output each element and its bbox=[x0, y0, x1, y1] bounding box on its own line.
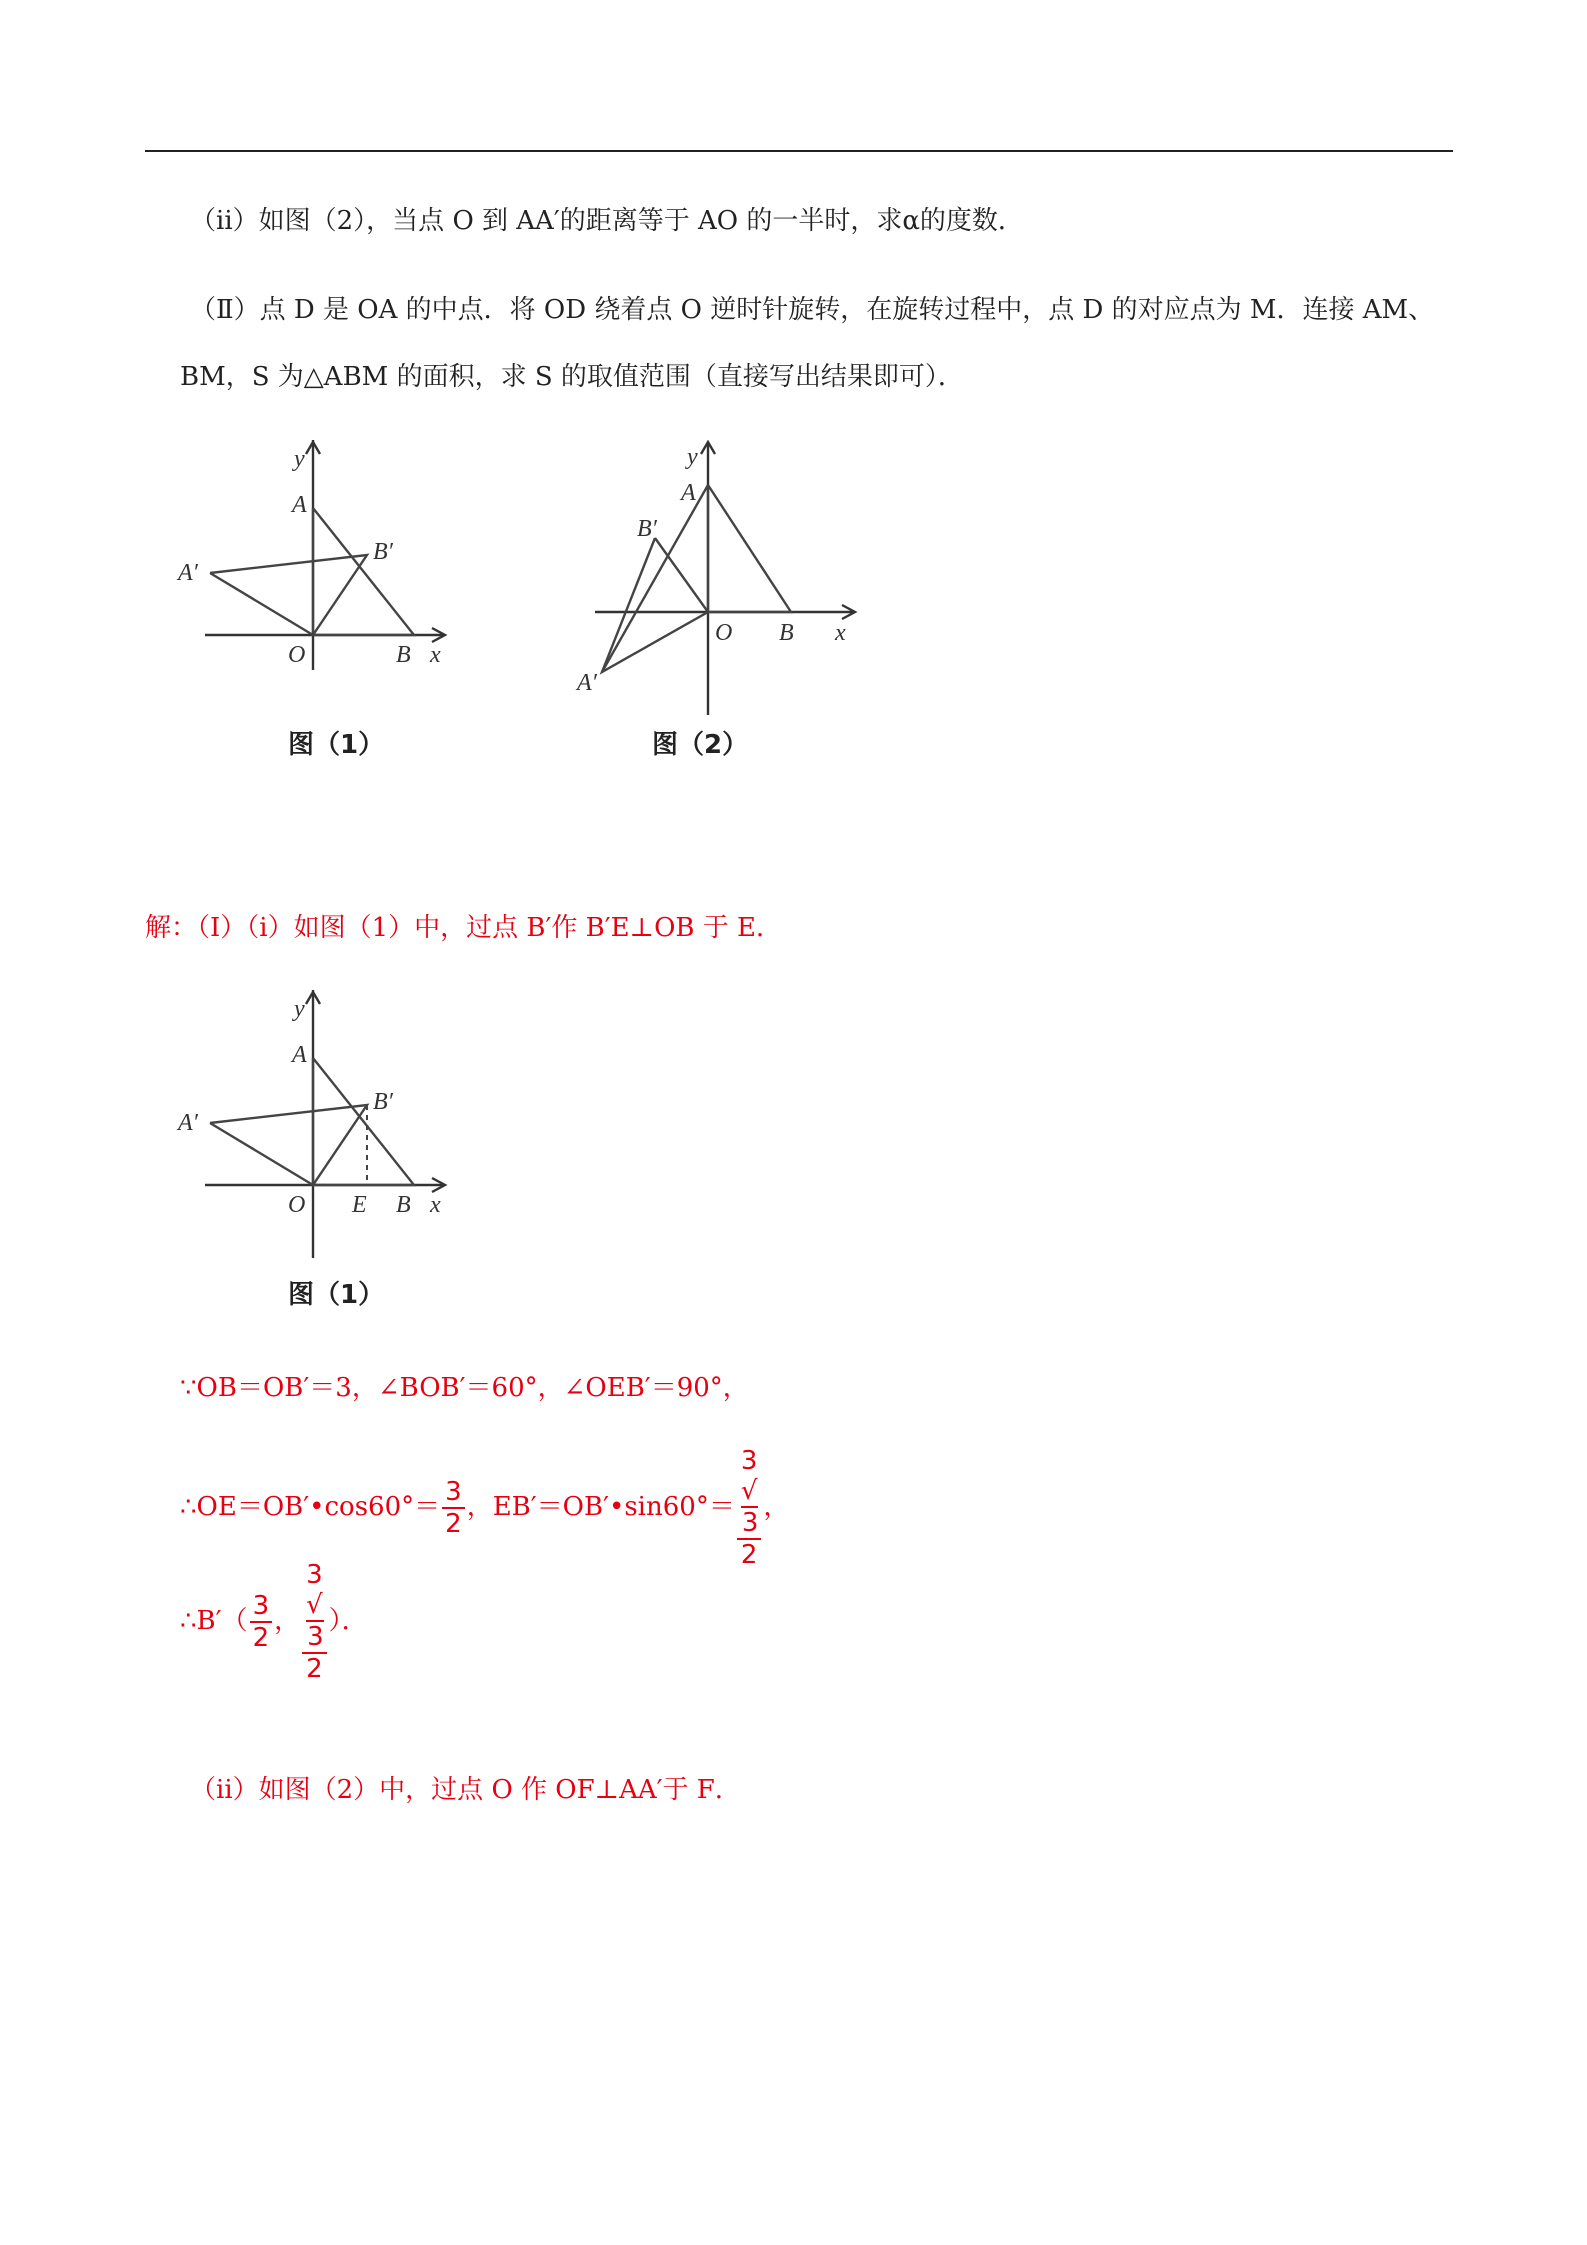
figure-1-caption: 图（1） bbox=[288, 730, 385, 760]
figure-1 bbox=[170, 440, 470, 680]
numerator: 3 bbox=[442, 1477, 465, 1509]
figure-2-caption: 图（2） bbox=[652, 730, 749, 760]
label-B: B bbox=[396, 1192, 411, 1218]
oe-mid: ，EB′＝OB′•sin60°＝ bbox=[466, 1492, 735, 1522]
solution-oe-line bbox=[180, 1446, 789, 1570]
figure-3-caption: 图（1） bbox=[288, 1280, 385, 1310]
b-prefix: ∴B′（ bbox=[180, 1606, 248, 1636]
label-y: y bbox=[294, 996, 305, 1022]
label-B: B bbox=[396, 642, 411, 668]
label-B-prime: B′ bbox=[373, 1089, 393, 1115]
denominator: 2 bbox=[445, 1509, 462, 1539]
denominator: 2 bbox=[306, 1654, 323, 1684]
figure-2 bbox=[565, 440, 865, 720]
b-sep: ， bbox=[274, 1606, 301, 1636]
header-rule bbox=[145, 150, 1453, 152]
denominator: 2 bbox=[740, 1540, 758, 1570]
fraction-3-over-2 bbox=[250, 1591, 273, 1653]
label-y: y bbox=[687, 444, 698, 470]
label-x: x bbox=[835, 620, 846, 646]
sqrt-argument: 3 bbox=[307, 1622, 324, 1652]
triangle-AOB bbox=[708, 485, 791, 612]
label-O: O bbox=[715, 620, 733, 646]
segment-AA1 bbox=[602, 485, 708, 672]
fraction-3root3-over-2 bbox=[302, 1560, 327, 1684]
solution-intro: 解：（Ⅰ）（i）如图（1）中，过点 B′作 B′E⊥OB 于 E． bbox=[145, 913, 783, 943]
triangle-AOB bbox=[313, 1058, 414, 1185]
label-A-prime: A′ bbox=[577, 670, 597, 696]
question-II-line1: （Ⅱ）点 D 是 OA 的中点．将 OD 绕着点 O 逆时针旋转，在旋转过程中，点 D 的对应点为 M．连接 AM、 bbox=[190, 295, 1435, 325]
triangle-A1OB1 bbox=[210, 1105, 367, 1185]
label-A: A bbox=[292, 1042, 307, 1068]
fraction-3root3-over-2 bbox=[737, 1446, 762, 1570]
triangle-A1OB1 bbox=[210, 555, 367, 635]
oe-prefix: ∴OE＝OB′•cos60°＝ bbox=[180, 1492, 441, 1522]
oe-end: ， bbox=[763, 1492, 790, 1522]
numerator: 3 bbox=[250, 1591, 273, 1623]
label-B-prime: B′ bbox=[373, 539, 393, 565]
label-x: x bbox=[430, 1192, 441, 1218]
solution-b-coord-line bbox=[180, 1560, 368, 1684]
solution-part-ii: （ii）如图（2）中，过点 O 作 OF⊥AA′于 F． bbox=[190, 1775, 741, 1805]
label-A: A bbox=[292, 492, 307, 518]
label-O: O bbox=[288, 1192, 306, 1218]
triangle-AOB bbox=[313, 508, 414, 635]
label-E: E bbox=[352, 1192, 367, 1218]
numerator: 3 √ 3 bbox=[302, 1560, 327, 1654]
numerator: 3 √ 3 bbox=[737, 1446, 762, 1540]
label-A-prime: A′ bbox=[178, 1110, 198, 1136]
label-y: y bbox=[294, 446, 305, 472]
label-A: A bbox=[681, 480, 696, 506]
label-B: B bbox=[779, 620, 794, 646]
solution-because: ∵OB＝OB′＝3，∠BOB′＝60°，∠OEB′＝90°， bbox=[180, 1373, 749, 1403]
question-II-line2: BM，S 为△ABM 的面积，求 S 的取值范围（直接写出结果即可）． bbox=[180, 362, 964, 392]
sqrt-argument: 3 bbox=[741, 1508, 759, 1538]
label-x: x bbox=[430, 642, 441, 668]
denominator: 2 bbox=[252, 1623, 270, 1653]
figure-3 bbox=[170, 990, 470, 1265]
triangle-A1OB1 bbox=[602, 538, 708, 672]
label-A-prime: A′ bbox=[178, 560, 198, 586]
label-O: O bbox=[288, 642, 306, 668]
question-ii: （ii）如图（2），当点 O 到 AA′的距离等于 AO 的一半时，求α的度数． bbox=[190, 206, 1024, 236]
b-end: ）． bbox=[328, 1606, 368, 1636]
label-B-prime: B′ bbox=[637, 516, 657, 542]
fraction-3-over-2 bbox=[442, 1477, 465, 1539]
